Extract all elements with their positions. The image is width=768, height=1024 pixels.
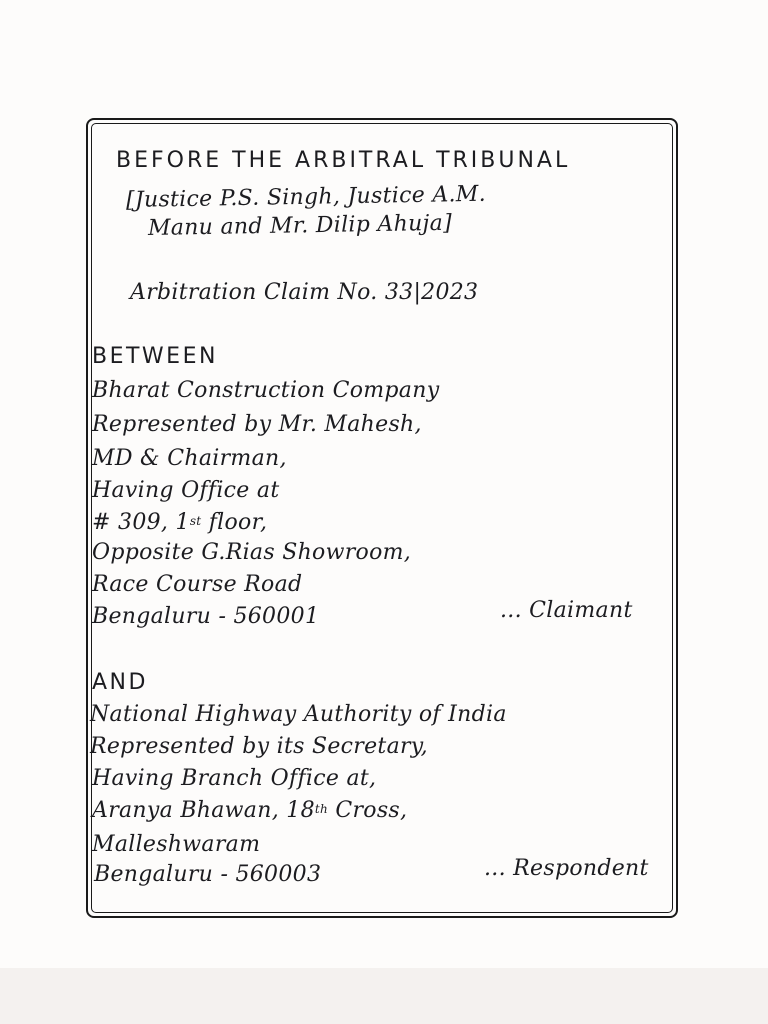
- respondent-address-line2: Malleshwaram: [92, 832, 261, 857]
- tribunal-members-line1: [Justice P.S. Singh, Justice A.M.: [125, 181, 487, 213]
- respondent-role: ... Respondent: [484, 856, 649, 881]
- between-label: BETWEEN: [92, 344, 218, 369]
- claimant-address-line1-text: # 309, 1: [92, 510, 190, 535]
- claimant-representative: Represented by Mr. Mahesh,: [92, 412, 422, 437]
- and-label: AND: [92, 670, 148, 695]
- tribunal-heading: BEFORE THE ARBITRAL TRIBUNAL: [116, 148, 571, 173]
- claimant-role: ... Claimant: [500, 598, 633, 623]
- claimant-city: Bengaluru - 560001: [92, 604, 320, 629]
- claimant-office-label: Having Office at: [92, 478, 280, 503]
- claimant-address-line1-rest: floor,: [201, 510, 268, 535]
- claimant-address-line2: Opposite G.Rias Showroom,: [92, 540, 412, 565]
- respondent-representative: Represented by its Secretary,: [90, 734, 428, 759]
- respondent-city: Bengaluru - 560003: [94, 862, 322, 887]
- claimant-designation: MD & Chairman,: [92, 446, 287, 471]
- respondent-office-label: Having Branch Office at,: [92, 766, 377, 791]
- respondent-address-line1-ordinal: th: [314, 802, 329, 816]
- respondent-address-line1-rest: Cross,: [328, 798, 408, 823]
- claimant-name: Bharat Construction Company: [92, 378, 440, 403]
- claimant-address-line3: Race Course Road: [92, 572, 303, 597]
- respondent-address-line1-text: Aranya Bhawan, 18: [92, 798, 315, 823]
- paper-bottom-edge: [0, 968, 768, 1024]
- tribunal-members-line2: Manu and Mr. Dilip Ahuja]: [147, 210, 453, 241]
- claimant-address-line1: [92, 510, 267, 536]
- respondent-name: National Highway Authority of India: [90, 702, 507, 727]
- claim-number: Arbitration Claim No. 33|2023: [130, 280, 479, 305]
- claimant-address-line1-ordinal: st: [189, 514, 202, 528]
- respondent-address-line1: [92, 798, 407, 824]
